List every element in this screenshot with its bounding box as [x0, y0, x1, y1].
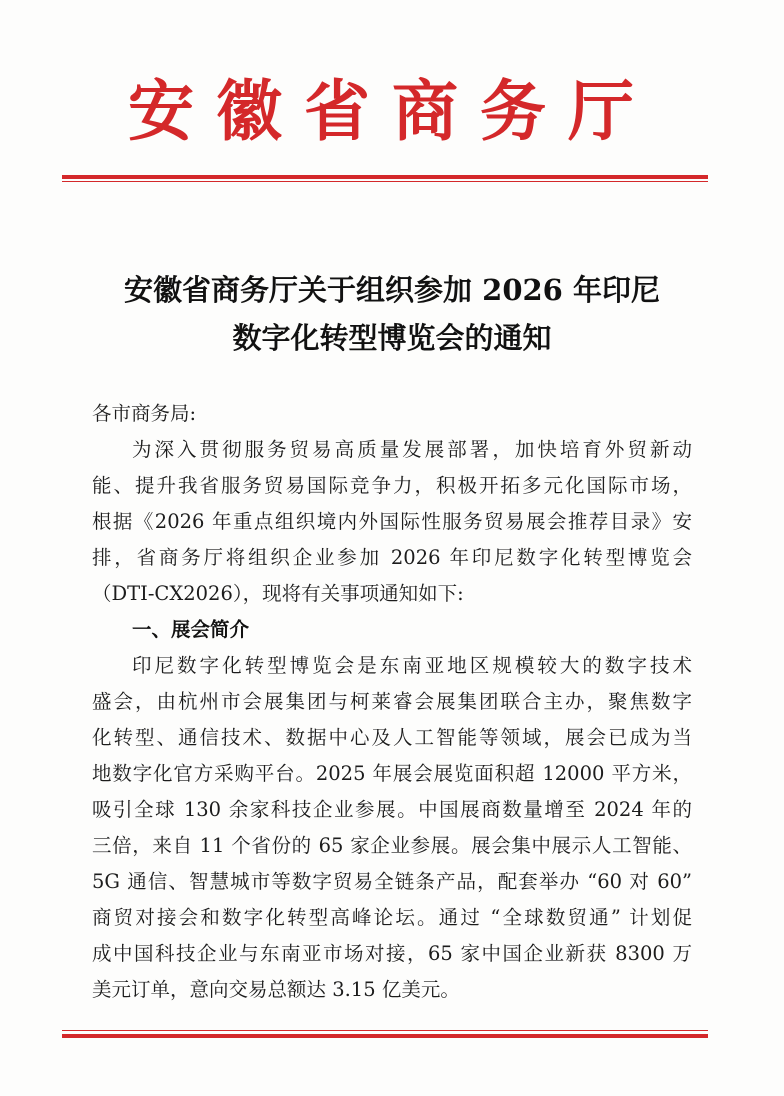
paragraph-1-line: （DTI-CX2026），现将有关事项通知如下: — [92, 582, 464, 605]
header-rule-thick — [62, 175, 708, 179]
document-title-line-2: 数字化转型博览会的通知 — [232, 321, 552, 355]
footer-rule-thin — [62, 1030, 708, 1031]
document-body — [92, 396, 692, 1008]
paragraph-2-line: 地数字化官方采购平台。2025 年展会展览面积超 12000 平方米， — [92, 762, 692, 785]
paragraph-2-line: 印尼数字化转型博览会是东南亚地区规模较大的数字技术 — [132, 654, 692, 677]
paragraph-2-line: 美元订单，意向交易总额达 3.15 亿美元。 — [92, 978, 460, 1001]
paragraph-2-line: 盛会，由杭州市会展集团与柯莱睿会展集团联合主办，聚焦数字 — [92, 690, 692, 713]
paragraph-1-line: 为深入贯彻服务贸易高质量发展部署，加快培育外贸新动 — [132, 438, 692, 461]
paragraph-2-line: 化转型、通信技术、数据中心及人工智能等领域，展会已成为当 — [92, 726, 692, 749]
paragraph-2-line: 吸引全球 130 余家科技企业参展。中国展商数量增至 2024 年的 — [92, 798, 692, 821]
paragraph-1-line: 排，省商务厅将组织企业参加 2026 年印尼数字化转型博览会 — [92, 546, 692, 569]
salutation: 各市商务局: — [92, 402, 197, 425]
paragraph-2-line: 商贸对接会和数字化转型高峰论坛。通过 “全球数贸通” 计划促 — [92, 906, 692, 929]
section-heading-1: 一、展会简介 — [132, 618, 250, 641]
paragraph-2-line: 成中国科技企业与东南亚市场对接，65 家中国企业新获 8300 万 — [92, 942, 692, 965]
org-letterhead: 安徽省商务厅 — [128, 72, 656, 150]
paragraph-1-line: 根据《2026 年重点组织境内外国际性服务贸易展会推荐目录》安 — [92, 510, 692, 533]
paragraph-1-line: 能、提升我省服务贸易国际竞争力，积极开拓多元化国际市场， — [92, 474, 692, 497]
document-title-line-1: 安徽省商务厅关于组织参加 2026 年印尼 — [124, 273, 660, 307]
paragraph-2-line: 三倍，来自 11 个省份的 65 家企业参展。展会集中展示人工智能、 — [92, 834, 692, 857]
header-rule-thin — [62, 181, 708, 182]
footer-rule-thick — [62, 1034, 708, 1038]
paragraph-2-line: 5G 通信、智慧城市等数字贸易全链条产品，配套举办 “60 对 60” — [92, 870, 692, 893]
